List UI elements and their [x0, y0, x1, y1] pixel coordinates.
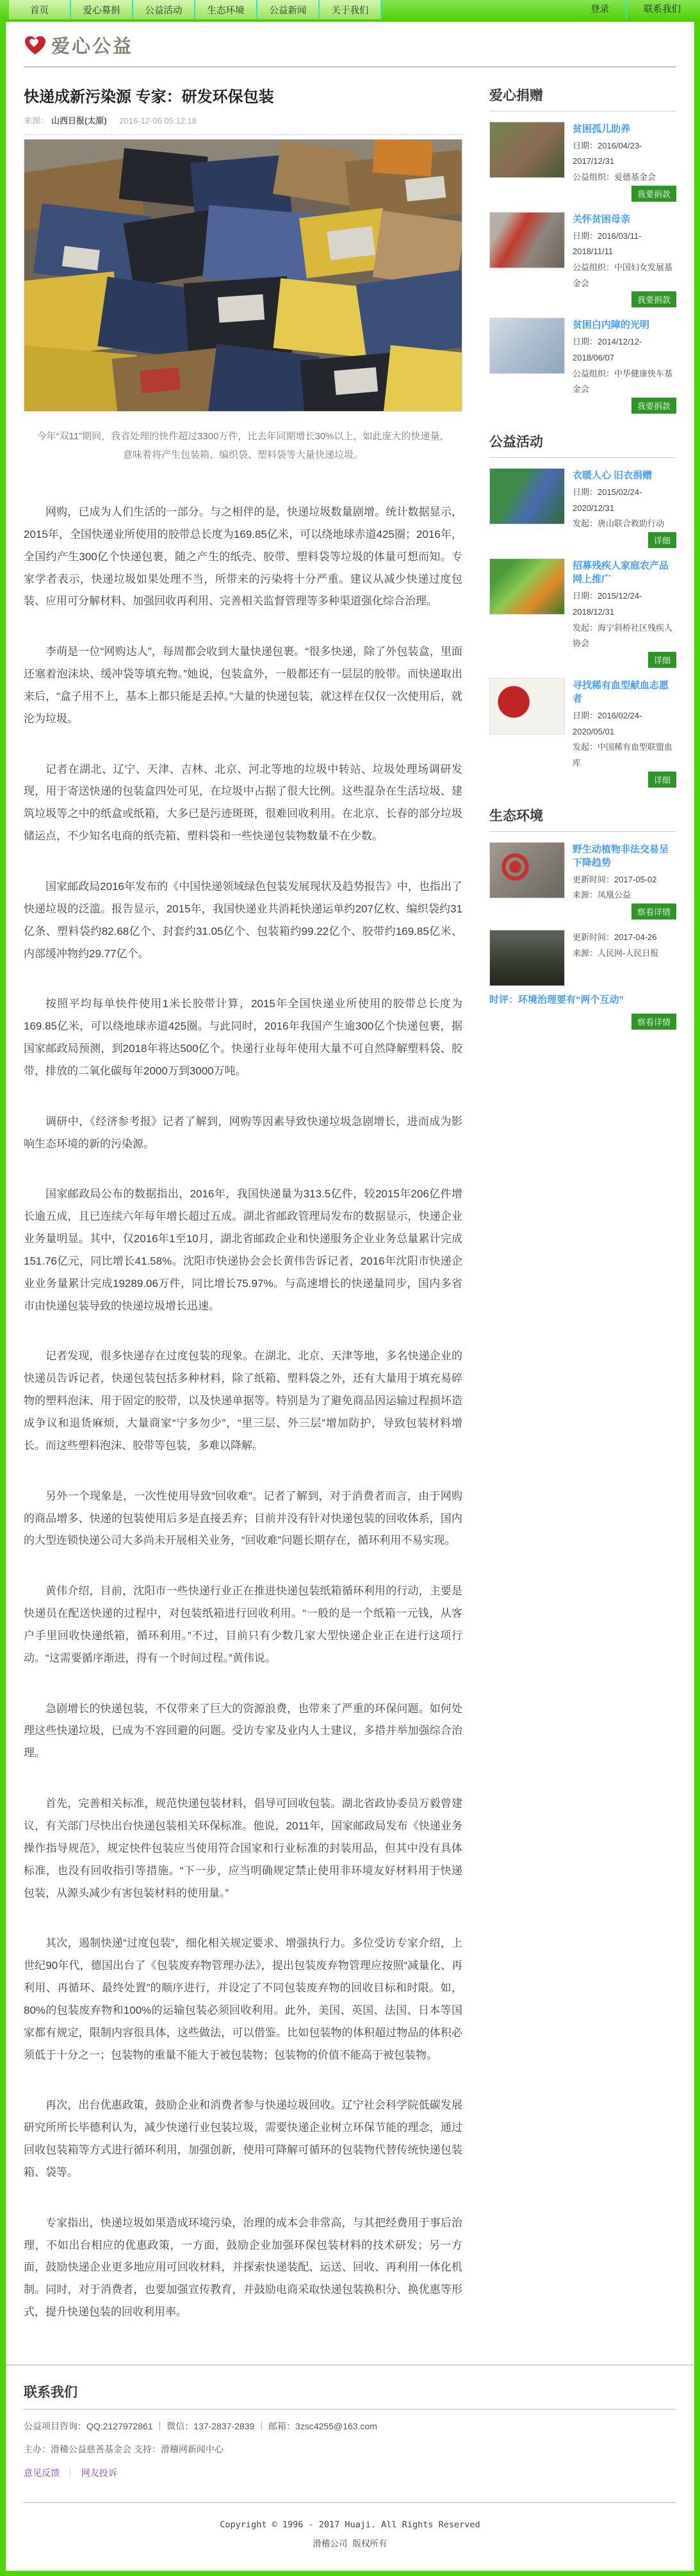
source-name: 山西日报(太原) [51, 115, 107, 126]
donation-item-photo[interactable] [489, 122, 565, 178]
footer-link-separator: ｜ [65, 2467, 75, 2478]
login-link[interactable]: 登录 [590, 4, 609, 15]
donation-item-photo[interactable] [489, 318, 565, 374]
nav-item-news[interactable]: 公益新闻 [257, 0, 320, 19]
item-source: 来源：人民网-人民日报 [573, 948, 659, 958]
copyright [6, 2516, 694, 2554]
site-logo-text: 爱心公益 [51, 36, 134, 57]
article-paragraph: 国家邮政局公布的数据指出，2016年，我国快递量为313.5亿件，较2015年206亿件增长逾五成，且已连续六年每年增长超过五成。湖北省邮政管理局发布的数据显示，快递企业业务量明显。其中，仅2016年1至10月，湖北省邮政企业和快递服务企业业务总量累计完成151.76亿元，同比增长41.58%。沈阳市快递协会会长黄伟告诉记者，2016年沈阳市快递企业业务量累计完成19289.06万件，同比增长75.97%。与高速增长的快递量同步，国内多省市由快递包装导致的快递垃圾增长迅速。 [24, 1188, 462, 1312]
footer-consult-line: 公益项目咨询：QQ:2127972861 ｜ 微信：137-2837-2839 ｜ 邮箱：3zsc4255@163.com [24, 2421, 377, 2431]
ecology-item-photo[interactable] [489, 842, 565, 898]
article [24, 67, 462, 2324]
contact-link[interactable]: 联系我们 [626, 0, 697, 19]
source-label: 来源： [24, 115, 49, 126]
article-photo [24, 139, 462, 412]
copyright-line-zh: 滑稽公司 版权所有 [313, 2538, 387, 2549]
activity-item [489, 558, 676, 668]
detail-button[interactable]: 详细 [648, 772, 676, 788]
footer-title: 联系我们 [24, 2385, 77, 2400]
donation-item [489, 212, 676, 308]
article-paragraph: 再次，出台优惠政策，鼓励企业和消费者参与快递垃圾回收。辽宁社会科学院低碳发展研究所所长毕德利认为，减少快递行业包装垃圾，需要快递企业树立环保节能的理念，通过回收包装箱等方式进行循环利用，加强创新，使用可降解可循环的包装物代替传统快递包装箱、袋等。 [24, 2099, 462, 2178]
article-paragraph: 其次，遏制快递“过度包装”，细化相关规定要求、增强执行力。多位受访专家介绍，上世纪90年代，德国出台了《包装废弃物管理办法》，提出包装废弃物管理应按照“减量化、再利用、再循环、最终处置”的顺序进行，并设定了不同包装废弃物的回收目标和时限。如，80%的包装废弃物和100%的运输包装必须回收利用。此外，美国、英国、法国、日本等国家都有规定，限制内容很具体，这些做法，可以借鉴。比如包装物的体积超过物品的体积必须低于十分之一；包装物的重量不能大于被包装物；包装物的价值不能高于被包装物。 [24, 1937, 462, 2061]
ecology-item-title-link[interactable]: 野生动植物非法交易呈下降趋势 [573, 843, 669, 868]
article-paragraph: 国家邮政局2016年发布的《中国快递领域绿色包装发展现状及趋势报告》中，也指出了快递垃圾的泛滥。报告显示，2015年，我国快递业共消耗快递运单约207亿枚、编织袋约31亿条、塑料袋约82.68亿个、封套约31.05亿个、包装箱约99.22亿个、胶带约169.85亿米、内部缓冲物约29.77亿个。 [24, 880, 462, 960]
donation-item-title-link[interactable]: 关怀贫困母亲 [573, 213, 631, 225]
ecology-item-photo[interactable] [489, 930, 565, 986]
donation-item [489, 318, 676, 414]
photo-caption: 今年“双11”期间，我省处理的快件超过3300万件，比去年同期增长30%以上，如此庞大的快递量，意味着将产生包装箱、编织袋、塑料袋等大量快递垃圾。 [37, 430, 450, 460]
activity-item [489, 468, 676, 548]
activity-item-photo[interactable] [489, 558, 565, 615]
item-initiator: 发起：海宁斜桥社区残疾人协会 [573, 622, 673, 649]
copyright-line-en: Copyright © 1996 - 2017 Huaji. All Rights Reserved [220, 2520, 480, 2531]
detail-button[interactable]: 详细 [648, 652, 676, 668]
article-paragraph: 专家指出，快递垃圾如果造成环境污染，治理的成本会非常高，与其把经费用于事后治理，不如出台相应的优惠政策，一方面，鼓励企业加强环保包装材料的技术研发；另一方面，鼓励快递企业更多地应用可回收材料，并探索快递装配、运送、回收、再利用一体化机制。同时，对于消费者，也要加强宣传教育，并鼓励电商采取快递包装换积分、换优惠等形式，提升快递包装的回收利用率。 [24, 2216, 462, 2319]
item-update-time: 更新时间：2017-05-02 [573, 874, 657, 884]
activity-item-title-link[interactable]: 衣暖人心 旧衣捐赠 [573, 470, 653, 482]
item-date: 日期：2014/12/12-2018/06/07 [573, 337, 642, 362]
article-paragraph: 按照平均每单快件使用1米长胶带计算，2015年全国快递业所使用的胶带总长度为169.85亿米，可以绕地球赤道425圈。与此同时，2016年我国产生逾300亿个快递包裹，据国家邮政局预测，到2018年将达500亿个。快递行业每年使用大量不可自然降解塑料袋、胶带，排放的二氧化碳每年2000万到3000万吨。 [24, 998, 462, 1077]
footer-title-divider [24, 2409, 676, 2410]
donation-item-photo[interactable] [489, 212, 565, 268]
sidebar-section-activity-title: 公益活动 [489, 435, 543, 450]
donate-button[interactable]: 我要捐款 [631, 291, 676, 307]
section-divider [489, 831, 676, 832]
sidebar-section-donation-title: 爱心捐赠 [489, 88, 543, 103]
activity-item [489, 678, 676, 788]
nav-item-activities[interactable]: 公益活动 [133, 0, 195, 19]
article-source-line [24, 114, 462, 126]
item-organization: 公益组织：中华健康快车基金会 [573, 368, 673, 394]
feedback-link[interactable]: 意见反馈 [24, 2467, 60, 2478]
nav-item-ecology[interactable]: 生态环境 [195, 0, 257, 19]
sidebar [489, 67, 676, 1039]
item-initiator: 发起：中国稀有血型联盟血库 [573, 742, 673, 768]
page-wrapper [6, 22, 694, 2571]
view-detail-button[interactable]: 察看详情 [631, 903, 676, 919]
ecology-item-title-link[interactable]: 时评：环境治理要有“两个互动” [489, 994, 624, 1005]
donation-item-title-link[interactable]: 贫困白内障的光明 [573, 320, 650, 331]
item-date: 日期：2016/04/23-2017/12/31 [573, 140, 642, 166]
complaint-link[interactable]: 网友投诉 [81, 2467, 117, 2478]
nav-account-area [574, 0, 697, 19]
article-paragraph: 调研中，《经济参考报》记者了解到，网购等因素导致快递垃圾急剧增长，进而成为影响生态环境的新的污染源。 [24, 1115, 462, 1150]
article-paragraph: 黄伟介绍，目前，沈阳市一些快递行业正在推进快递包装纸箱循环利用的行动，主要是快递员在配送快递的过程中，对包装纸箱进行回收利用。“一般的是一个纸箱一元钱，从客户手里回收快递纸箱，循环利用。”不过，目前只有少数几家大型快递企业正在进行这项行动。“这需要循序渐进，得有一个时间过程。”黄伟说。 [24, 1585, 462, 1664]
item-organization: 公益组织：中国妇女发展基金会 [573, 262, 673, 288]
donation-item [489, 122, 676, 202]
view-detail-button[interactable]: 察看详情 [631, 1014, 676, 1030]
top-navbar [0, 0, 700, 22]
nav-item-about[interactable]: 关于我们 [320, 0, 382, 19]
article-paragraph: 李萌是一位“网购达人”，每周都会收到大量快递包裹。“很多快递，除了外包装盒，里面还塞着泡沫块、缓冲袋等填充物。”她说，包装盒外，一般都还有一层层的胶带。而快递取出来后，“盒子用不上，基本上都只能是丢掉。”大量的快递包装，就这样在仅仅一次使用后，就沦为垃圾。 [24, 645, 462, 725]
article-paragraph: 网购，已成为人们生活的一部分。与之相伴的是，快递垃圾数量剧增。统计数据显示，2015年，全国快递业所使用的胶带总长度为169.85亿米，可以绕地球赤道425圈；2016年，全国约产生300亿个快递包裹，随之产生的纸壳、胶带、塑料袋等垃圾的体量可想而知。专家学者表示，快递垃圾如果处理不当，所带来的污染将十分严重。建议从减少快递过度包装、应用可分解材料、加强回收再利用、完善相关监督管理等多种渠道强化综合治理。 [24, 506, 462, 608]
activity-item-photo[interactable] [489, 468, 565, 524]
donate-button[interactable]: 我要捐款 [631, 398, 676, 414]
item-date: 日期：2016/02/24-2020/05/01 [573, 710, 642, 736]
item-date: 日期：2016/03/11-2018/11/11 [573, 231, 642, 257]
ecology-item [489, 842, 676, 919]
site-header [6, 22, 694, 64]
activity-item-title-link[interactable]: 招募残疾人家庭农产品网上推广 [573, 560, 669, 585]
dashed-divider [24, 134, 462, 135]
item-date: 日期：2015/02/24-2020/12/31 [573, 487, 642, 513]
article-paragraph: 记者发现，很多快递存在过度包装的现象。在湖北、北京、天津等地，多名快递企业的快递员告诉记者，快递包装包括多种材料，除了纸箱、塑料袋之外，还有大量用于填充易碎物的塑料泡沫、用于固定的胶带，以及快递单据等。特别是为了避免商品因运输过程损坏造成争议和退货麻烦，大量商家“宁多勿少”，“里三层、外三层”增加防护，导致包装材料增长。而这些塑料泡沫、胶带等包装，多难以降解。 [24, 1350, 462, 1452]
article-datetime: 2016-12-06 05:12:18 [119, 115, 197, 126]
footer-host-line: 主办：滑稽公益慈善基金会 支持：滑稽网新闻中心 [24, 2444, 224, 2455]
item-organization: 公益组织：爱德基金会 [573, 172, 656, 182]
copyright-divider [24, 2502, 676, 2503]
activity-item-photo[interactable] [489, 678, 565, 734]
nav-item-home[interactable]: 首页 [9, 0, 71, 19]
item-initiator: 发起：唐山联合救助行动 [573, 519, 665, 529]
detail-button[interactable]: 详细 [648, 532, 676, 548]
heart-icon [24, 35, 47, 56]
article-paragraph: 记者在湖北、辽宁、天津、吉林、北京、河北等地的垃圾中转站、垃圾处理场调研发现，用于寄送快递的包装盒四处可见，在垃圾中占据了很大比例。这些混杂在生活垃圾、建筑垃圾等之中的纸盒或纸箱，大多已是污迹斑斑，很难回收利用。在北京、长春的部分垃圾储运点，不少知名电商的纸壳箱、塑料袋和一些快递包装物数量不在少数。 [24, 763, 462, 843]
section-divider [489, 457, 676, 458]
sidebar-section-ecology-title: 生态环境 [489, 808, 543, 823]
donation-item-title-link[interactable]: 贫困孤儿助养 [573, 123, 631, 134]
donate-button[interactable]: 我要捐款 [631, 186, 676, 202]
item-date: 日期：2015/12/24-2018/12/31 [573, 591, 642, 617]
article-paragraph: 首先，完善相关标准，规范快递包装材料，倡导可回收包装。湖北省政协委员万毅曾建议，有关部门尽快出台快递包装相关环保标准。他说，2011年，国家邮政局发布《快递业务操作指导规范》，规定快件包装应当使用符合国家和行业标准的封装用品，但其中没有具体标准，也没有回收指引等措施。“下一步，应当明确规定禁止使用非环境友好材料用于快递包装，从源头减少有害包装材料的使用量。” [24, 1797, 462, 1899]
item-update-time: 更新时间：2017-04-26 [573, 932, 657, 942]
article-paragraph: 另外一个现象是，一次性使用导致“回收难”。记者了解到，对于消费者而言，由于网购的商品增多、快递的包装使用后多是直接丢弃；目前并没有针对快递包装的回收体系，国内的大型连锁快递公司大多尚未开展相关业务，“回收难”问题长期存在，循环利用不易实现。 [24, 1489, 462, 1547]
article-title: 快递成新污染源 专家：研发环保包装 [24, 88, 274, 106]
footer-contact-section [6, 2382, 694, 2484]
site-logo[interactable] [24, 32, 133, 58]
item-source: 来源：凤凰公益 [573, 890, 631, 900]
nav-item-donation[interactable]: 爱心募捐 [71, 0, 133, 19]
activity-item-title-link[interactable]: 寻找稀有血型献血志愿者 [573, 679, 669, 704]
ecology-item [489, 930, 676, 1030]
article-paragraph: 急剧增长的快递包装，不仅带来了巨大的资源浪费，也带来了严重的环保问题。如何处理这些快递垃圾，已成为不容回避的问题。受访专家及业内人士建议，多措并举加强综合治理。 [24, 1702, 462, 1760]
nav-menu [9, 0, 382, 19]
